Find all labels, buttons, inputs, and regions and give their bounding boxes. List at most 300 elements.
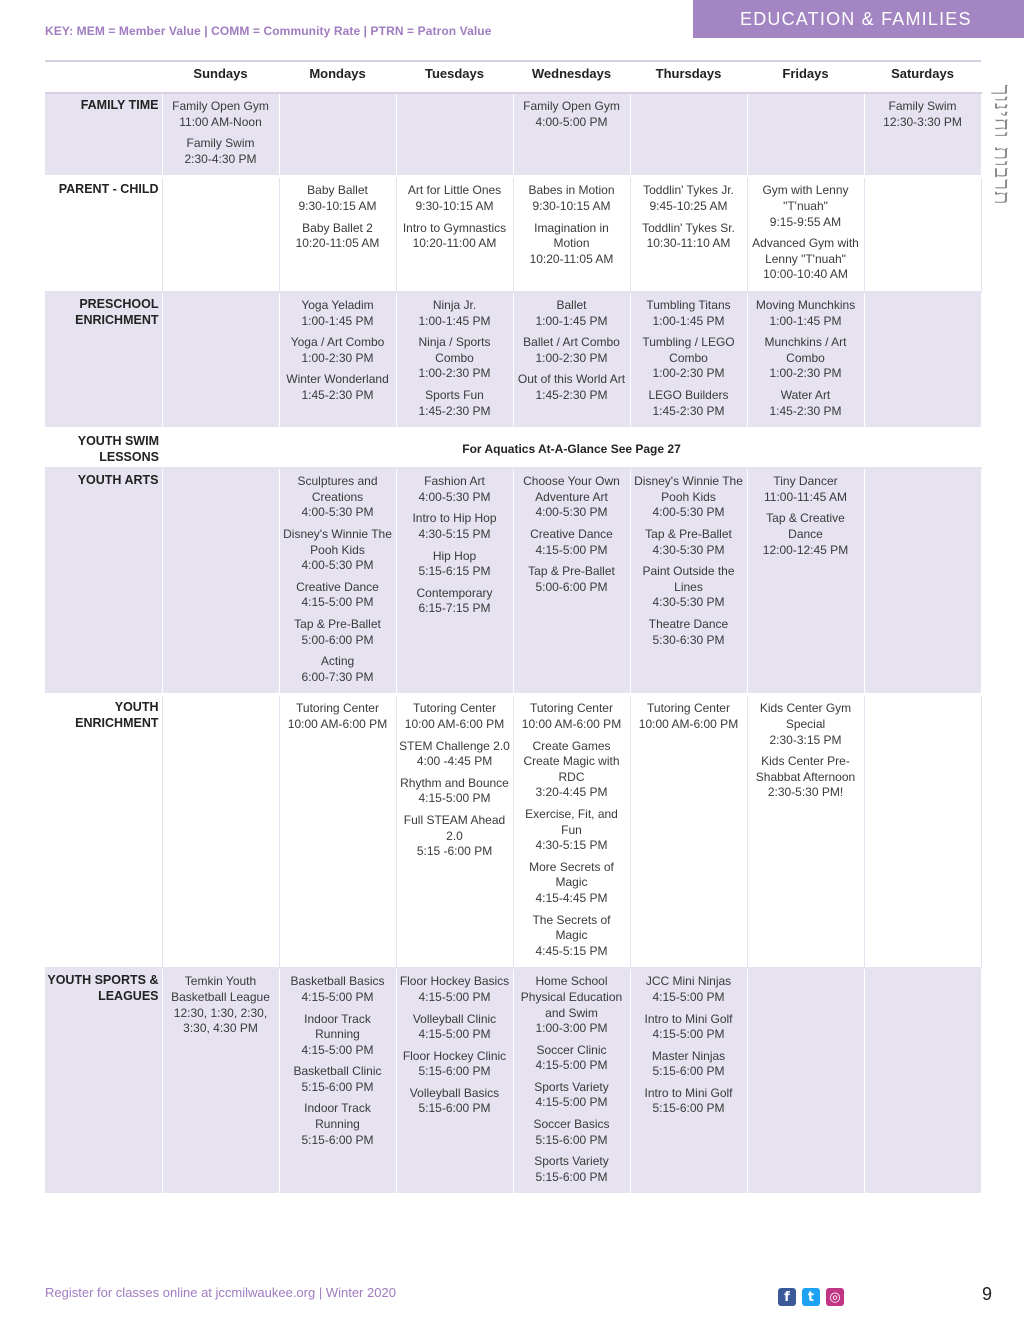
schedule-row bbox=[45, 292, 981, 429]
day-header-row bbox=[45, 61, 981, 93]
class-entry bbox=[399, 1086, 511, 1117]
row-category-label: YOUTH ENRICHMENT bbox=[45, 695, 162, 968]
class-time: 11:00-11:45 AM bbox=[764, 489, 847, 504]
class-time: 10:00 AM-6:00 PM bbox=[404, 717, 505, 731]
class-entry bbox=[516, 1117, 628, 1148]
class-time: 1:00-2:30 PM bbox=[301, 350, 374, 365]
class-time: 4:45-5:15 PM bbox=[535, 943, 608, 958]
class-name: Hip Hop bbox=[432, 548, 477, 563]
class-time: 4:15-5:00 PM bbox=[418, 989, 491, 1004]
class-name: Baby Ballet 2 bbox=[302, 220, 373, 235]
class-name: Volleyball Basics bbox=[409, 1085, 500, 1100]
class-name: Baby Ballet bbox=[307, 183, 368, 198]
class-name: Ballet bbox=[556, 297, 587, 312]
class-time: 2:30-3:15 PM bbox=[769, 732, 842, 747]
class-name: Moving Munchkins bbox=[755, 297, 856, 312]
social-icons bbox=[778, 1288, 844, 1306]
class-name: Exercise, Fit, and Fun bbox=[525, 806, 618, 837]
class-entry bbox=[633, 221, 745, 252]
class-time: 10:20-11:05 AM bbox=[529, 251, 614, 266]
class-time: 9:15-9:55 AM bbox=[769, 214, 842, 229]
day-cell bbox=[864, 968, 981, 1195]
class-name: Toddlin' Tykes Jr. bbox=[643, 183, 734, 198]
class-entry bbox=[165, 974, 277, 1036]
class-time: 4:00-5:30 PM bbox=[652, 505, 725, 520]
class-entry bbox=[516, 974, 628, 1036]
class-entry bbox=[399, 739, 511, 770]
class-entry bbox=[282, 221, 394, 252]
row-category-label: YOUTH SWIM LESSONS bbox=[45, 429, 162, 469]
class-name: Ballet / Art Combo bbox=[523, 335, 620, 350]
class-entry bbox=[516, 183, 628, 214]
day-header: Fridays bbox=[747, 61, 864, 93]
row-category-label: YOUTH SPORTS & LEAGUES bbox=[45, 968, 162, 1195]
class-name: Yoga Yeladim bbox=[301, 297, 374, 312]
day-cell bbox=[162, 968, 279, 1195]
class-time: 4:00 -4:45 PM bbox=[416, 754, 493, 769]
class-name: Tiny Dancer bbox=[773, 474, 838, 489]
day-cell bbox=[513, 468, 630, 695]
day-header: Sundays bbox=[162, 61, 279, 93]
day-cell bbox=[630, 292, 747, 429]
class-time: 9:30-10:15 AM bbox=[532, 198, 611, 213]
class-entry bbox=[633, 1086, 745, 1117]
class-time: 5:15-6:00 PM bbox=[301, 1079, 374, 1094]
day-cell bbox=[162, 177, 279, 292]
section-banner: EDUCATION & FAMILIES bbox=[693, 0, 1024, 38]
class-time: 12:30, 1:30, 2:30, 3:30, 4:30 PM bbox=[173, 1005, 268, 1036]
class-time: 1:45-2:30 PM bbox=[652, 403, 725, 418]
class-entry bbox=[750, 388, 862, 419]
day-cell bbox=[630, 968, 747, 1195]
class-entry bbox=[633, 1012, 745, 1043]
class-entry bbox=[399, 1012, 511, 1043]
day-header: Saturdays bbox=[864, 61, 981, 93]
class-entry bbox=[516, 1154, 628, 1185]
class-name: Choose Your Own Adventure Art bbox=[523, 474, 620, 504]
class-time: 5:15-6:00 PM bbox=[652, 1064, 725, 1079]
class-time: 2:30-5:30 PM! bbox=[767, 785, 844, 800]
class-time: 6:15-7:15 PM bbox=[418, 601, 491, 616]
class-entry bbox=[516, 474, 628, 521]
class-time: 4:00-5:30 PM bbox=[535, 505, 608, 520]
class-name: Paint Outside the Lines bbox=[642, 564, 735, 594]
day-cell bbox=[162, 292, 279, 429]
class-time: 10:30-11:10 AM bbox=[646, 236, 731, 251]
class-entry bbox=[516, 99, 628, 130]
class-name: Tutoring Center bbox=[413, 701, 496, 716]
day-cell bbox=[513, 695, 630, 968]
class-entry bbox=[750, 701, 862, 748]
class-entry bbox=[165, 136, 277, 167]
class-time: 1:45-2:30 PM bbox=[769, 403, 842, 418]
class-entry bbox=[399, 776, 511, 807]
class-time: 1:45-2:30 PM bbox=[301, 387, 374, 402]
class-entry bbox=[633, 974, 745, 1005]
class-name: Home School Physical Education and Swim bbox=[520, 974, 623, 1020]
class-time: 11:00 AM-Noon bbox=[179, 114, 262, 129]
class-entry bbox=[282, 1064, 394, 1095]
class-name: Creative Dance bbox=[296, 579, 379, 594]
day-cell bbox=[747, 177, 864, 292]
class-entry bbox=[633, 474, 745, 521]
facebook-icon[interactable]: f bbox=[778, 1288, 796, 1306]
class-entry bbox=[516, 739, 628, 801]
class-name: Volleyball Clinic bbox=[412, 1011, 497, 1026]
class-time: 10:00 AM-6:00 PM bbox=[287, 717, 388, 731]
class-name: Sports Fun bbox=[425, 387, 484, 402]
class-entry bbox=[165, 99, 277, 130]
schedule-row bbox=[45, 177, 981, 292]
class-name: Sports Variety bbox=[534, 1154, 609, 1169]
class-name: Floor Hockey Clinic bbox=[402, 1048, 507, 1063]
class-name: Intro to Mini Golf bbox=[644, 1085, 733, 1100]
day-cell bbox=[513, 292, 630, 429]
page-number: 9 bbox=[982, 1284, 993, 1304]
class-entry bbox=[516, 1080, 628, 1111]
class-entry bbox=[750, 511, 862, 558]
class-time: 4:15-5:00 PM bbox=[301, 989, 374, 1004]
schedule-row bbox=[45, 468, 981, 695]
class-name: Intro to Hip Hop bbox=[412, 511, 497, 526]
day-cell bbox=[162, 468, 279, 695]
class-name: Art for Little Ones bbox=[407, 183, 502, 198]
class-time: 1:45-2:30 PM bbox=[418, 403, 491, 418]
class-time: 5:15 -6:00 PM bbox=[416, 844, 493, 859]
day-cell bbox=[864, 93, 981, 177]
class-name: Contemporary bbox=[416, 585, 493, 600]
class-time: 4:00-5:30 PM bbox=[301, 558, 374, 573]
class-time: 5:00-6:00 PM bbox=[301, 632, 374, 647]
class-time: 10:20-11:00 AM bbox=[412, 236, 497, 251]
class-time: 4:15-5:00 PM bbox=[535, 542, 608, 557]
class-name: Kids Center Pre-Shabbat Afternoon bbox=[755, 754, 856, 784]
class-time: 4:15-4:45 PM bbox=[535, 890, 608, 905]
class-entry bbox=[750, 474, 862, 505]
class-entry bbox=[282, 617, 394, 648]
class-entry bbox=[399, 298, 511, 329]
instagram-icon[interactable]: ◎ bbox=[826, 1288, 844, 1306]
class-name: Disney's Winnie The Pooh Kids bbox=[634, 474, 743, 504]
class-time: 12:00-12:45 PM bbox=[762, 542, 849, 557]
class-entry bbox=[399, 474, 511, 505]
class-entry bbox=[399, 701, 511, 732]
hebrew-side-title-text: תרבות וחינוך bbox=[989, 84, 1014, 206]
class-entry bbox=[516, 221, 628, 268]
day-cell bbox=[513, 177, 630, 292]
class-name: Gym with Lenny "T'nuah" bbox=[762, 183, 849, 213]
class-time: 12:30-3:30 PM bbox=[883, 114, 962, 129]
day-cell bbox=[162, 695, 279, 968]
day-header: Tuesdays bbox=[396, 61, 513, 93]
rate-key: KEY: MEM = Member Value | COMM = Community Rate | PTRN = Patron Value bbox=[45, 24, 492, 38]
day-cell bbox=[630, 93, 747, 177]
class-name: Tutoring Center bbox=[530, 701, 613, 716]
class-entry bbox=[633, 298, 745, 329]
class-entry bbox=[633, 388, 745, 419]
day-cell bbox=[864, 468, 981, 695]
class-time: 9:30-10:15 AM bbox=[415, 198, 494, 213]
class-time: 5:15-6:00 PM bbox=[535, 1169, 608, 1184]
class-entry bbox=[750, 183, 862, 230]
hebrew-side-title bbox=[985, 60, 1019, 230]
class-name: Kids Center Gym Special bbox=[759, 701, 852, 731]
class-name: Family Swim bbox=[888, 99, 957, 113]
class-time: 4:00-5:00 PM bbox=[535, 114, 608, 129]
class-name: Yoga / Art Combo bbox=[290, 335, 385, 350]
class-name: Intro to Mini Golf bbox=[644, 1011, 733, 1026]
class-entry bbox=[282, 974, 394, 1005]
footer-register-text: Register for classes online at jccmilwaukee.org | Winter 2020 bbox=[45, 1285, 396, 1300]
day-cell bbox=[513, 93, 630, 177]
class-entry bbox=[282, 1012, 394, 1059]
class-entry bbox=[399, 183, 511, 214]
class-time: 1:00-2:30 PM bbox=[535, 350, 608, 365]
class-time: 3:20-4:45 PM bbox=[535, 785, 608, 800]
day-header: Thursdays bbox=[630, 61, 747, 93]
class-name: Theatre Dance bbox=[648, 617, 729, 632]
schedule-row bbox=[45, 968, 981, 1195]
class-time: 1:00-1:45 PM bbox=[769, 313, 842, 328]
class-name: Basketball Clinic bbox=[293, 1064, 382, 1079]
class-name: Water Art bbox=[780, 387, 831, 402]
day-cell bbox=[396, 695, 513, 968]
class-entry bbox=[516, 298, 628, 329]
class-time: 4:15-5:00 PM bbox=[652, 1027, 725, 1042]
day-cell bbox=[279, 468, 396, 695]
class-name: Sports Variety bbox=[534, 1079, 609, 1094]
class-time: 10:20-11:05 AM bbox=[295, 236, 380, 251]
class-entry bbox=[633, 527, 745, 558]
class-name: Floor Hockey Basics bbox=[399, 974, 510, 989]
class-name: Soccer Basics bbox=[533, 1117, 610, 1132]
class-name: STEM Challenge 2.0 bbox=[399, 738, 510, 753]
class-name: Sculptures and Creations bbox=[297, 474, 378, 504]
class-name: Ninja / Sports Combo bbox=[418, 335, 491, 365]
day-cell bbox=[630, 177, 747, 292]
day-cell bbox=[279, 968, 396, 1195]
class-name: Ninja Jr. bbox=[432, 297, 477, 312]
day-cell bbox=[630, 695, 747, 968]
day-header: Mondays bbox=[279, 61, 396, 93]
class-time: 4:15-5:00 PM bbox=[418, 1027, 491, 1042]
class-time: 1:00-1:45 PM bbox=[418, 313, 491, 328]
class-name: Creative Dance bbox=[530, 527, 613, 542]
row-category-label: PRESCHOOL ENRICHMENT bbox=[45, 292, 162, 429]
class-time: 1:00-2:30 PM bbox=[652, 366, 725, 381]
class-time: 5:15-6:15 PM bbox=[418, 564, 491, 579]
class-name: Tumbling Titans bbox=[646, 297, 731, 312]
class-time: 10:00-10:40 AM bbox=[763, 267, 848, 282]
day-cell bbox=[747, 468, 864, 695]
class-entry bbox=[282, 474, 394, 521]
day-cell bbox=[396, 93, 513, 177]
class-time: 4:00-5:30 PM bbox=[301, 505, 374, 520]
class-entry bbox=[516, 807, 628, 854]
class-time: 10:00 AM-6:00 PM bbox=[521, 717, 622, 731]
class-entry bbox=[750, 236, 862, 283]
class-time: 6:00-7:30 PM bbox=[301, 669, 374, 684]
class-time: 10:00 AM-6:00 PM bbox=[638, 717, 739, 731]
class-entry bbox=[867, 99, 979, 130]
day-cell bbox=[396, 292, 513, 429]
class-time: 4:15-5:00 PM bbox=[301, 595, 374, 610]
class-name: Out of this World Art bbox=[517, 372, 626, 387]
class-time: 1:45-2:30 PM bbox=[535, 387, 608, 402]
twitter-icon[interactable]: t bbox=[802, 1288, 820, 1306]
day-cell bbox=[279, 292, 396, 429]
class-entry bbox=[516, 1043, 628, 1074]
class-time: 5:15-6:00 PM bbox=[418, 1101, 491, 1116]
class-name: Master Ninjas bbox=[651, 1048, 726, 1063]
class-entry bbox=[516, 913, 628, 960]
day-cell bbox=[396, 968, 513, 1195]
class-entry bbox=[516, 564, 628, 595]
class-entry bbox=[282, 580, 394, 611]
class-name: JCC Mini Ninjas bbox=[645, 974, 732, 989]
schedule-row bbox=[45, 695, 981, 968]
class-entry bbox=[399, 974, 511, 1005]
class-time: 1:00-1:45 PM bbox=[301, 313, 374, 328]
class-name: Full STEAM Ahead 2.0 bbox=[403, 812, 506, 843]
class-time: 5:15-6:00 PM bbox=[418, 1064, 491, 1079]
class-entry bbox=[633, 183, 745, 214]
class-name: Family Open Gym bbox=[172, 99, 269, 113]
class-name: Soccer Clinic bbox=[536, 1042, 607, 1057]
class-name: Tap & Pre-Ballet bbox=[645, 527, 732, 542]
class-name: Tutoring Center bbox=[647, 701, 730, 716]
class-entry bbox=[516, 372, 628, 403]
class-entry bbox=[633, 701, 745, 732]
class-entry bbox=[399, 335, 511, 382]
corner-header bbox=[45, 61, 162, 93]
class-entry bbox=[399, 1049, 511, 1080]
class-entry bbox=[633, 564, 745, 611]
class-name: Rhythm and Bounce bbox=[400, 775, 509, 790]
class-entry bbox=[633, 617, 745, 648]
class-entry bbox=[282, 335, 394, 366]
day-cell bbox=[864, 695, 981, 968]
day-cell bbox=[864, 177, 981, 292]
class-name: Intro to Gymnastics bbox=[402, 220, 507, 235]
class-time: 4:30-5:30 PM bbox=[652, 595, 725, 610]
class-entry bbox=[516, 860, 628, 907]
class-entry bbox=[516, 335, 628, 366]
class-name: Babes in Motion bbox=[528, 183, 615, 198]
day-cell bbox=[279, 695, 396, 968]
class-name: The Secrets of Magic bbox=[532, 912, 611, 943]
class-name: Basketball Basics bbox=[290, 974, 385, 989]
day-header: Wednesdays bbox=[513, 61, 630, 93]
class-entry bbox=[282, 654, 394, 685]
class-entry bbox=[282, 183, 394, 214]
class-entry bbox=[282, 298, 394, 329]
class-time: 4:15-5:00 PM bbox=[418, 791, 491, 806]
aquatics-notice: For Aquatics At-A-Glance See Page 27 bbox=[162, 429, 981, 469]
class-entry bbox=[399, 813, 511, 860]
class-name: Imagination in Motion bbox=[534, 220, 609, 251]
class-entry bbox=[633, 1049, 745, 1080]
class-time: 5:15-6:00 PM bbox=[652, 1101, 725, 1116]
class-time: 1:00-2:30 PM bbox=[769, 366, 842, 381]
class-entry bbox=[516, 527, 628, 558]
class-time: 4:15-5:00 PM bbox=[652, 989, 725, 1004]
day-cell bbox=[864, 292, 981, 429]
class-time: 4:30-5:30 PM bbox=[652, 542, 725, 557]
day-cell bbox=[747, 968, 864, 1195]
class-name: Indoor Track Running bbox=[304, 1011, 371, 1042]
class-time: 4:15-5:00 PM bbox=[301, 1042, 374, 1057]
class-name: Create Games Create Magic with RDC bbox=[523, 738, 620, 784]
class-name: Munchkins / Art Combo bbox=[764, 335, 847, 365]
day-cell bbox=[396, 468, 513, 695]
day-cell bbox=[513, 968, 630, 1195]
class-entry bbox=[399, 586, 511, 617]
class-entry bbox=[633, 335, 745, 382]
class-name: Tap & Creative Dance bbox=[766, 511, 845, 542]
day-cell bbox=[279, 177, 396, 292]
class-name: More Secrets of Magic bbox=[529, 859, 614, 890]
class-entry bbox=[399, 388, 511, 419]
class-time: 4:15-5:00 PM bbox=[535, 1058, 608, 1073]
class-time: 1:00-1:45 PM bbox=[652, 313, 725, 328]
class-name: Advanced Gym with Lenny "T'nuah" bbox=[752, 236, 859, 266]
class-time: 5:15-6:00 PM bbox=[301, 1132, 374, 1147]
class-entry bbox=[282, 1101, 394, 1148]
class-entry bbox=[516, 701, 628, 732]
class-time: 4:30-5:15 PM bbox=[418, 527, 491, 542]
class-entry bbox=[282, 701, 394, 732]
class-name: Family Open Gym bbox=[523, 99, 620, 113]
class-time: 4:30-5:15 PM bbox=[535, 838, 608, 853]
class-time: 9:30-10:15 AM bbox=[298, 198, 377, 213]
schedule-table bbox=[45, 60, 982, 1196]
day-cell bbox=[747, 292, 864, 429]
schedule-row bbox=[45, 93, 981, 177]
class-time: 1:00-1:45 PM bbox=[535, 313, 608, 328]
day-cell bbox=[279, 93, 396, 177]
class-time: 5:15-6:00 PM bbox=[535, 1132, 608, 1147]
class-time: 5:30-6:30 PM bbox=[652, 632, 725, 647]
class-time: 5:00-6:00 PM bbox=[535, 579, 608, 594]
class-entry bbox=[282, 527, 394, 574]
class-name: Indoor Track Running bbox=[304, 1101, 371, 1132]
class-name: Tumbling / LEGO Combo bbox=[642, 335, 735, 365]
row-category-label: PARENT - CHILD bbox=[45, 177, 162, 292]
day-cell bbox=[162, 93, 279, 177]
class-name: Tap & Pre-Ballet bbox=[528, 564, 615, 579]
class-name: Fashion Art bbox=[424, 474, 485, 489]
class-name: Winter Wonderland bbox=[286, 372, 389, 387]
class-name: Tap & Pre-Ballet bbox=[294, 617, 381, 632]
class-name: Disney's Winnie The Pooh Kids bbox=[283, 527, 392, 557]
row-category-label: YOUTH ARTS bbox=[45, 468, 162, 695]
class-entry bbox=[399, 221, 511, 252]
schedule-row bbox=[45, 429, 981, 469]
day-cell bbox=[747, 695, 864, 968]
class-time: 1:00-2:30 PM bbox=[418, 366, 491, 381]
class-name: LEGO Builders bbox=[648, 387, 729, 402]
row-category-label: FAMILY TIME bbox=[45, 93, 162, 177]
class-entry bbox=[282, 372, 394, 403]
class-time: 4:00-5:30 PM bbox=[418, 489, 491, 504]
class-entry bbox=[750, 754, 862, 801]
class-time: 9:45-10:25 AM bbox=[649, 198, 728, 213]
day-cell bbox=[747, 93, 864, 177]
class-name: Tutoring Center bbox=[296, 701, 379, 716]
class-entry bbox=[750, 298, 862, 329]
class-time: 1:00-3:00 PM bbox=[535, 1021, 608, 1036]
